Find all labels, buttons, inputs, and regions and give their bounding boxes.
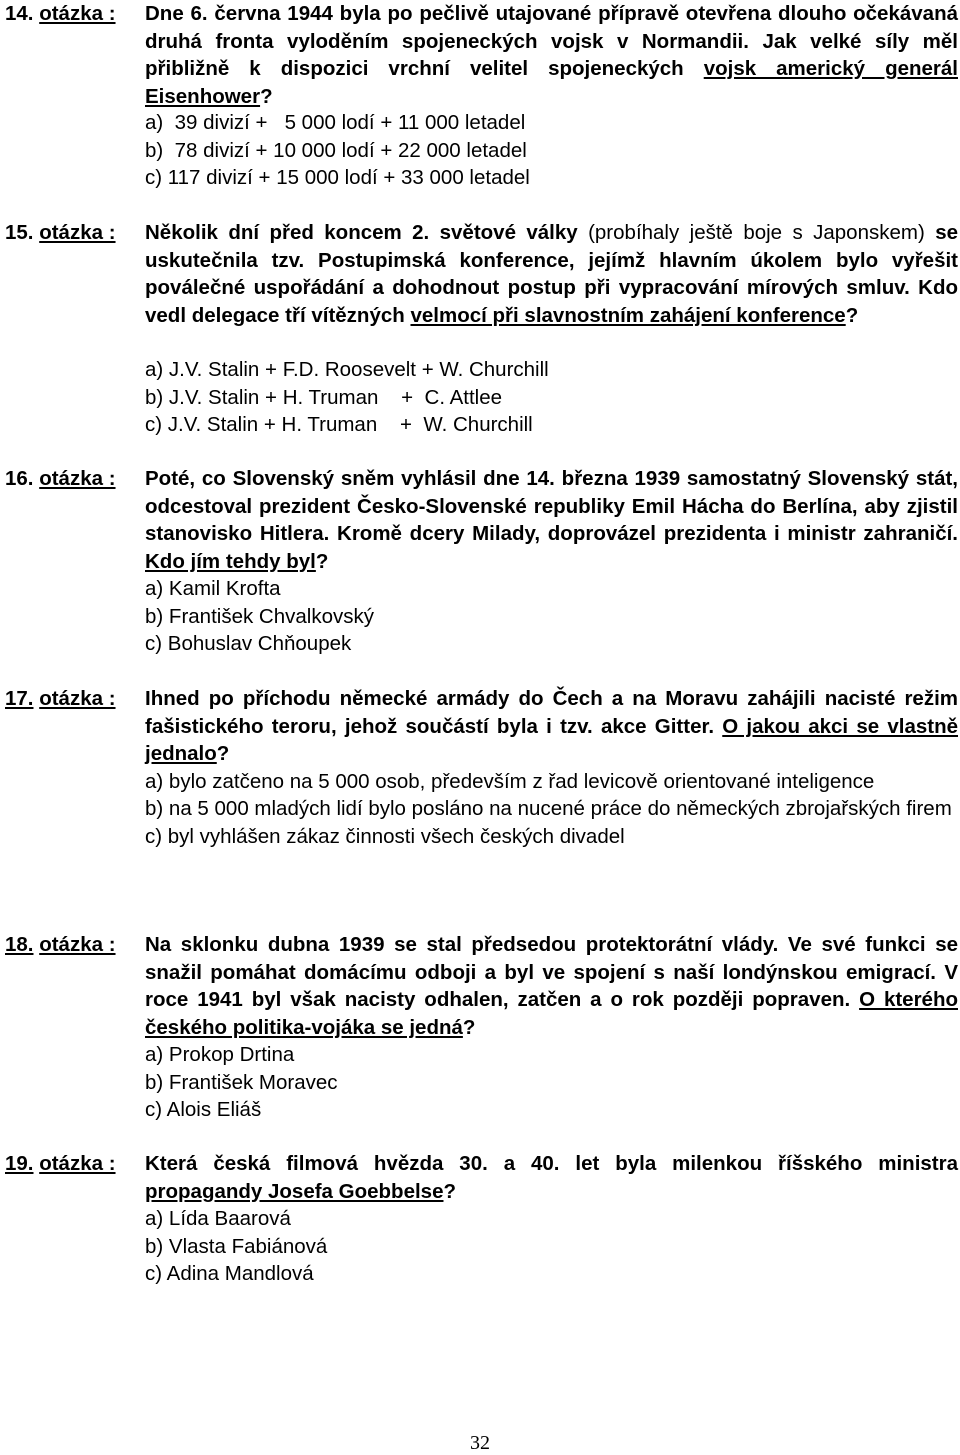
question-16-text-main: Poté, co Slovenský sněm vyhlásil dne 14. března 1939 samostatný Slovenský stát, odcestoval prezident Česko-Slovenské republiky Emil Hácha do Berlína, aby zjistil stanovisko Hitlera. Kromě dcery Milady, doprovázel prezidenta i ministr zahraničí. bbox=[145, 467, 958, 545]
question-16-label bbox=[5, 465, 116, 493]
question-16-option-c: c) Bohuslav Chňoupek bbox=[145, 632, 352, 655]
question-18-text-end: ? bbox=[462, 1015, 476, 1039]
page-number: 32 bbox=[470, 1432, 490, 1454]
question-15-option-b: b) J.V. Stalin + H. Truman + C. Attlee bbox=[145, 385, 503, 409]
question-17-text bbox=[145, 685, 958, 768]
question-17-label bbox=[5, 685, 116, 713]
question-19-text-main: Která česká filmová hvězda 30. a 40. let byla milenkou říšského ministra bbox=[145, 1152, 958, 1175]
question-16-text-underlined: Kdo jím tehdy byl bbox=[145, 549, 316, 573]
question-15-option-a: a) J.V. Stalin + F.D. Roosevelt + W. Churchill bbox=[145, 358, 549, 381]
question-17-text-underlined: O jakou akci se vlastně jednalo bbox=[145, 714, 959, 765]
question-15-word: otázka : bbox=[39, 221, 116, 244]
question-16-option-b: b) František Chvalkovský bbox=[145, 604, 374, 628]
question-17-option-c: c) byl vyhlášen zákaz činnosti všech českých divadel bbox=[145, 824, 625, 848]
question-16-text bbox=[145, 465, 958, 575]
question-14-number: 14. bbox=[5, 2, 34, 25]
question-14-text-underlined: vojsk americký generál Eisenhower bbox=[145, 57, 958, 108]
question-18-label bbox=[5, 931, 116, 959]
question-14-word: otázka : bbox=[39, 2, 116, 25]
question-16-body bbox=[145, 465, 958, 658]
question-14-text bbox=[145, 0, 958, 110]
question-18-option-c: c) Alois Eliáš bbox=[145, 1098, 262, 1121]
question-16-number: 16. bbox=[5, 467, 34, 490]
question-16-text-end: ? bbox=[315, 549, 329, 573]
question-15-option-c: c) J.V. Stalin + H. Truman + W. Churchill bbox=[145, 413, 533, 436]
question-17-text-main: Ihned po příchodu německé armády do Čech a na Moravu zahájili nacisté režim fašistického teroru, jehož součástí byla i tzv. akce Gitter. bbox=[145, 687, 958, 738]
question-14-text-main: Dne 6. června 1944 byla po pečlivě utajované přípravě otevřena dlouho očekávaná druhá fronta vyloděním spojeneckých vojsk v Normandii. Jak velké síly měl přibližně k dispozici vrchní velitel spojeneckých bbox=[145, 2, 958, 80]
question-15-text-end: ? bbox=[845, 303, 859, 327]
question-15-text-a: Několik dní před koncem 2. světové války bbox=[145, 221, 578, 244]
question-18-text-main: Na sklonku dubna 1939 se stal předsedou protektorátní vlády. Ve své funkci se snažil pomáhat domácímu odboji a byl ve spojení s naší londýnskou emigrací. V roce 1941 byl však nacisty odhalen, zatčen a o rok později popraven. bbox=[145, 933, 958, 1011]
question-18-number: 18. bbox=[5, 933, 34, 956]
question-19-option-b: b) Vlasta Fabiánová bbox=[145, 1234, 328, 1258]
question-14-text-end: ? bbox=[260, 84, 273, 108]
question-16-option-a: a) Kamil Krofta bbox=[145, 577, 281, 600]
question-14-body bbox=[145, 0, 958, 110]
question-19-number: 19. bbox=[5, 1152, 34, 1175]
question-19-word: otázka : bbox=[39, 1152, 116, 1175]
question-19-option-c: c) Adina Mandlová bbox=[145, 1262, 314, 1285]
question-15-text bbox=[145, 219, 958, 329]
question-14-option-c: c) 117 divizí + 15 000 lodí + 33 000 letadel bbox=[145, 166, 530, 189]
question-17-text-end: ? bbox=[216, 742, 230, 765]
question-15-text-c: se uskutečnila tzv. Postupimská konference, jejímž hlavním úkolem bylo vyřešit poválečné uspořádání a dohodnout postup při vypracování mírových smluv. Kdo vedl delegace tří vítězných bbox=[145, 221, 958, 327]
question-18-option-b: b) František Moravec bbox=[145, 1070, 338, 1094]
question-17-number: 17. bbox=[5, 687, 34, 710]
question-19-body bbox=[145, 1150, 958, 1288]
question-15-text-underlined: velmocí při slavnostním zahájení konference bbox=[410, 303, 846, 327]
question-15-label bbox=[5, 219, 116, 247]
question-17-option-a: a) bylo zatčeno na 5 000 osob, především z řad levicově orientované inteligence bbox=[145, 769, 875, 793]
question-19-text bbox=[145, 1150, 958, 1205]
question-14-option-b: b) 78 divizí + 10 000 lodí + 22 000 letadel bbox=[145, 138, 527, 162]
question-19-text-underlined: propagandy Josefa Goebbelse bbox=[145, 1179, 444, 1203]
question-19-option-a: a) Lída Baarová bbox=[145, 1207, 291, 1230]
question-19-text-end: ? bbox=[443, 1179, 457, 1203]
question-18-word: otázka : bbox=[39, 933, 116, 956]
question-17-body bbox=[145, 685, 958, 850]
question-18-body bbox=[145, 931, 958, 1124]
question-18-option-a: a) Prokop Drtina bbox=[145, 1043, 295, 1066]
question-14-option-a: a) 39 divizí + 5 000 lodí + 11 000 letadel bbox=[145, 111, 526, 134]
question-15-body bbox=[145, 219, 958, 329]
question-18-text-underlined: O kterého českého politika-vojáka se jedná bbox=[145, 988, 958, 1039]
question-17-option-b: b) na 5 000 mladých lidí bylo posláno na nucené práce do německých zbrojařských firem bbox=[145, 797, 952, 820]
question-16-word: otázka : bbox=[39, 467, 116, 490]
question-14-label bbox=[5, 0, 116, 28]
question-15-text-b: (probíhaly ještě boje s Japonskem) bbox=[577, 221, 936, 244]
question-17-word: otázka : bbox=[39, 687, 116, 710]
question-19-label bbox=[5, 1150, 116, 1178]
question-18-text bbox=[145, 931, 958, 1041]
question-15-number: 15. bbox=[5, 221, 34, 244]
